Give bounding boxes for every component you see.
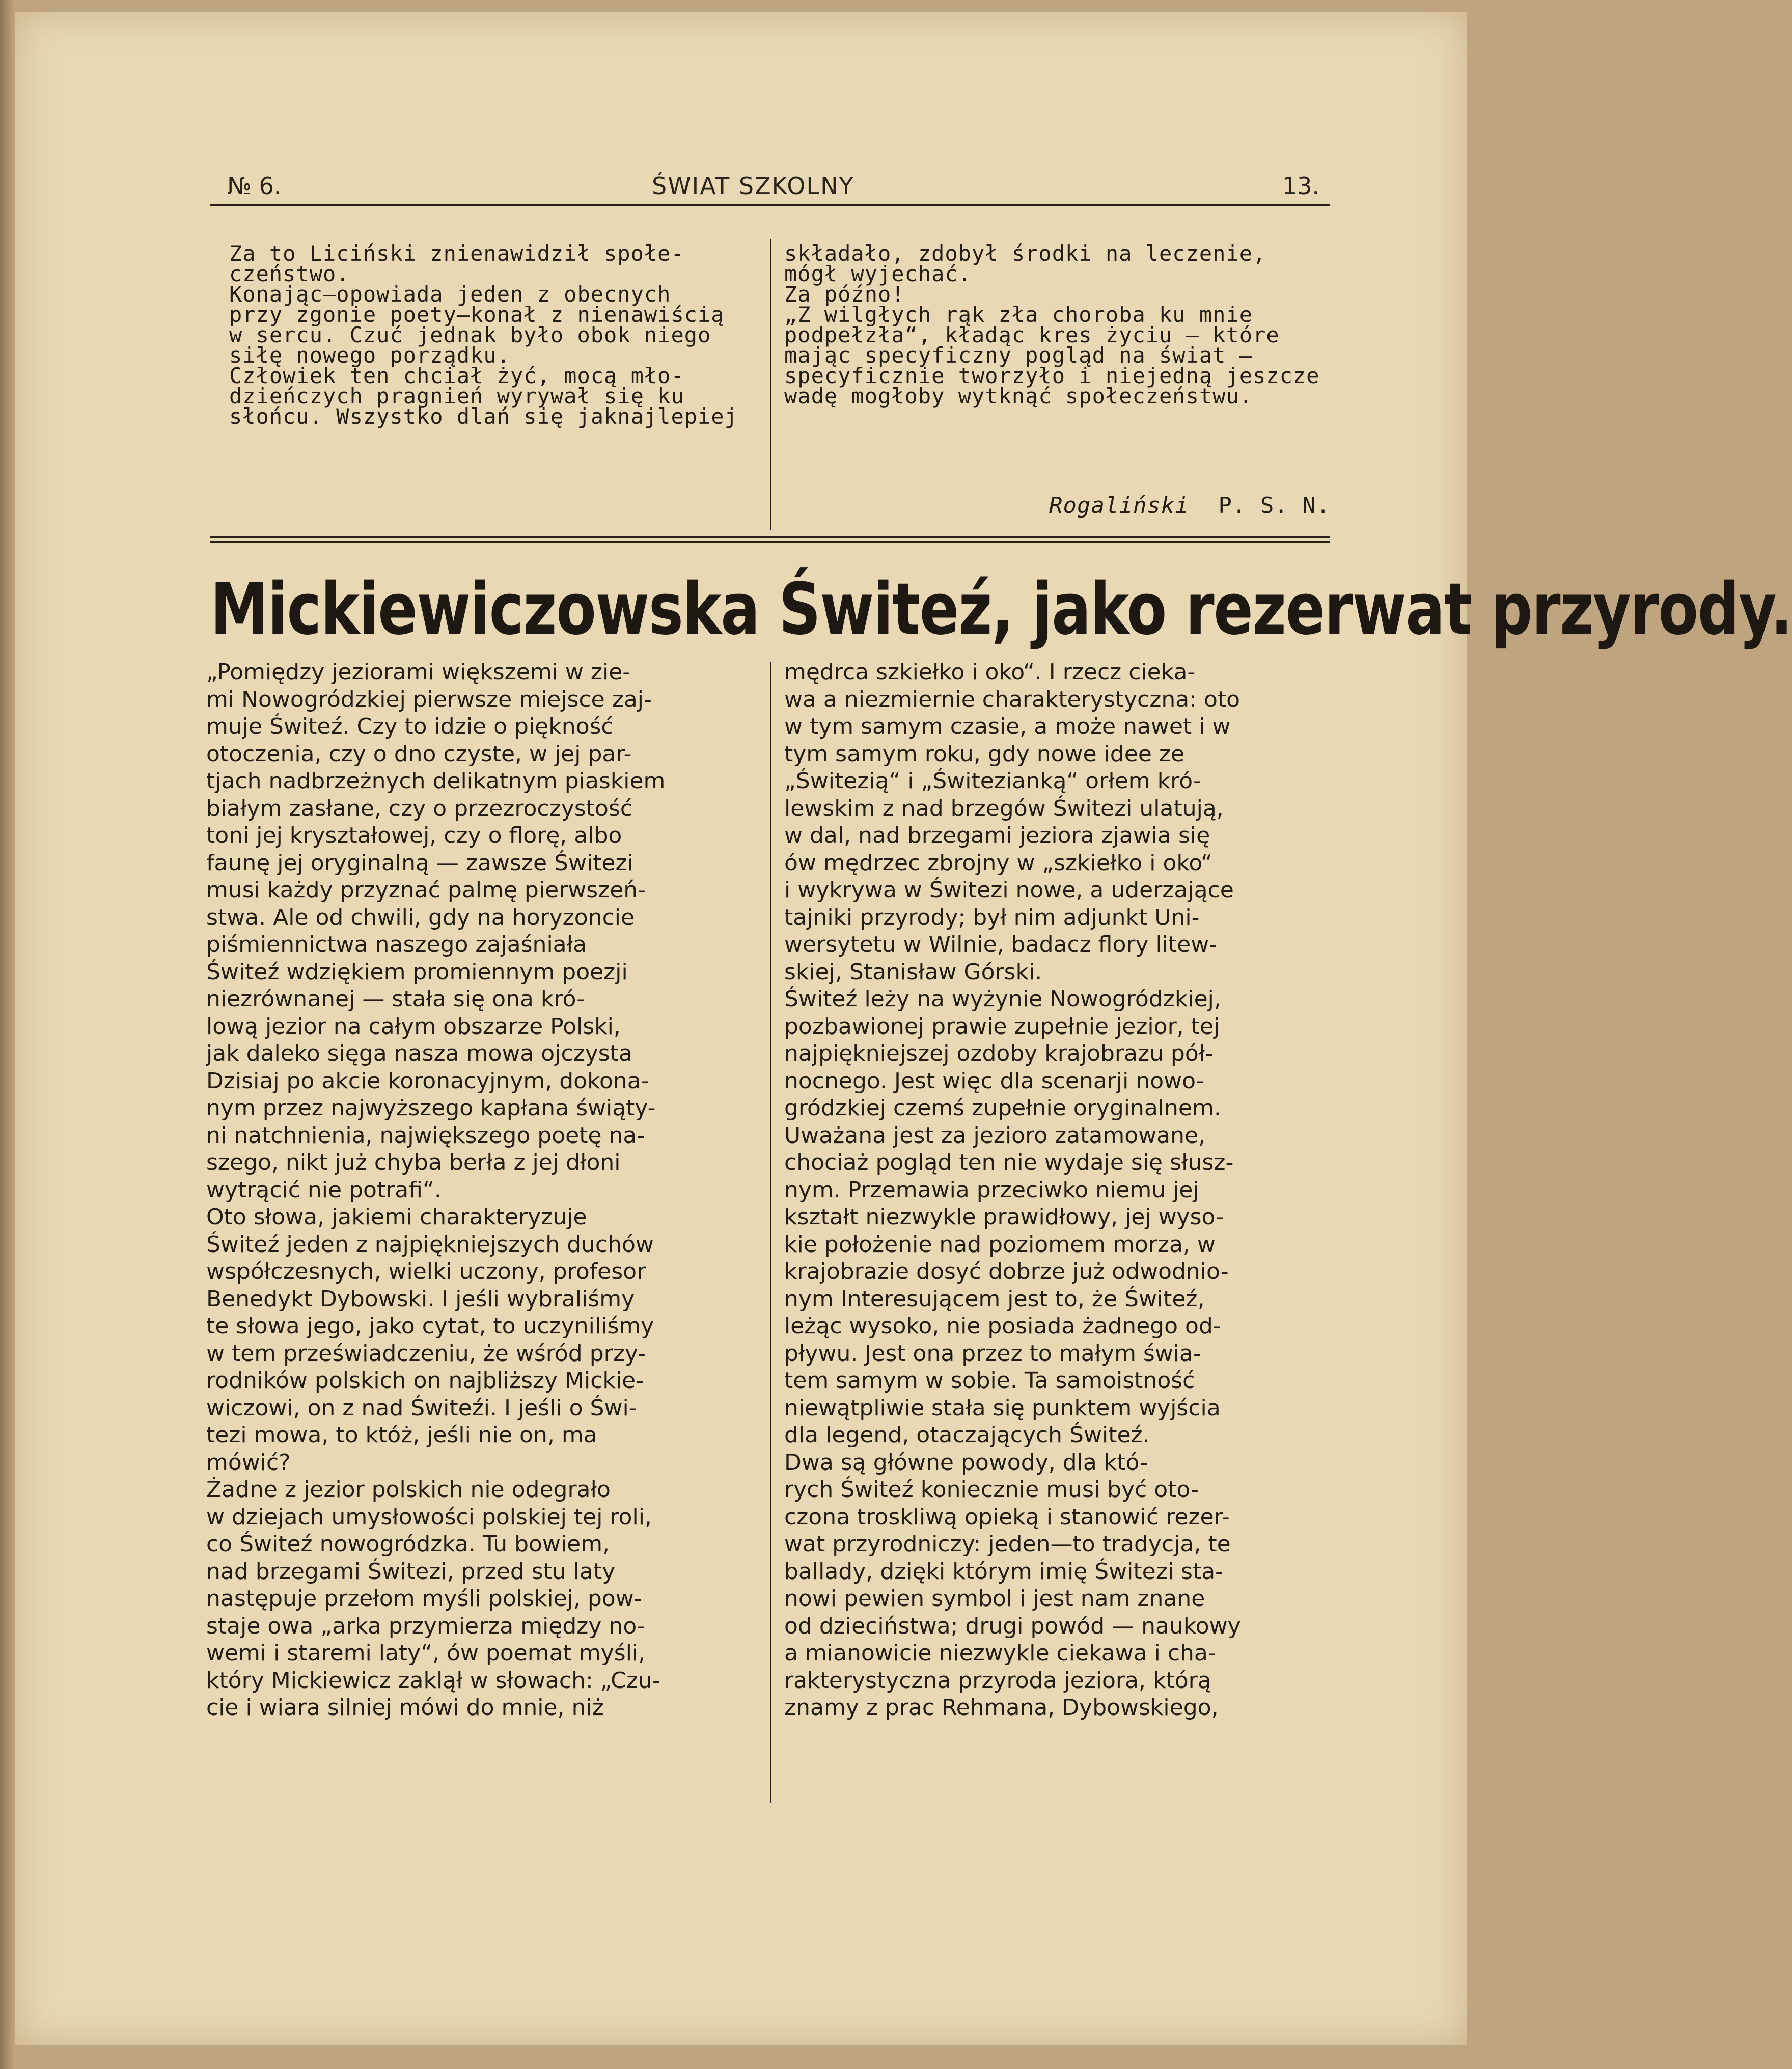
signature-initials: P. S. N. [1218,493,1331,519]
text-line: czona troskliwą opieką i stanowić rezer- [784,1504,1230,1530]
top-column-divider [770,239,771,530]
signature-line [1049,493,1334,519]
text-line: wadę mogłoby wytknąć społeczeństwu. [784,384,1253,409]
text-line: w dal, nad brzegami jeziora zjawia się [784,823,1210,849]
text-line: co Świteź nowogródzka. Tu bowiem, [206,1531,610,1557]
text-line: przy zgonie poety—konał z nienawiścią [229,302,725,327]
text-line: tjach nadbrzeżnych delikatnym piaskiem [206,768,666,794]
text-line: wa a niezmiernie charakterystyczna: oto [784,686,1240,713]
text-line: faunę jej oryginalną — zawsze Świtezi [206,850,633,876]
text-line: nad brzegami Świtezi, przed stu laty [206,1558,616,1585]
text-line: najpiękniejszej ozdoby krajobrazu pół- [784,1041,1214,1067]
top-right-column [784,241,1339,409]
text-line: w dziejach umysłowości polskiej tej roli, [206,1504,652,1530]
text-line: lewskim z nad brzegów Świtezi ulatują, [784,795,1224,822]
text-line: Za to Liciński znienawidził społe- [229,241,684,266]
text-line: podpełzła“, kładąc kres życiu — które [784,322,1280,347]
text-line: pozbawionej prawie zupełnie jezior, tej [784,1013,1220,1040]
text-line: siłę nowego porządku. [229,343,511,368]
text-line: te słowa jego, jako cytat, to uczyniliśmy [206,1313,654,1339]
text-line: muje Świteź. Czy to idzie o piękność [206,714,614,740]
text-line: współczesnych, wielki uczony, profesor [206,1259,646,1285]
text-line: otoczenia, czy o dno czyste, w jej par- [206,741,632,767]
text-line: Dzisiaj po akcie koronacyjnym, dokona- [206,1068,649,1094]
text-line: krajobrazie dosyć dobrze już odwodnio- [784,1259,1229,1285]
text-line: specyficznie tworzyło i niejedną jeszcze [784,363,1320,388]
text-line: leżąc wysoko, nie posiada żadnego od- [784,1313,1221,1339]
text-line: tajniki przyrody; był nim adjunkt Uni- [784,904,1200,931]
text-line: „Pomiędzy jeziorami większemi w zie- [206,659,631,685]
text-line: musi każdy przyznać palmę pierwszeń- [206,877,646,903]
text-line: gródzkiej czemś zupełnie oryginalnem. [784,1095,1221,1121]
text-line: następuje przełom myśli polskiej, pow- [206,1586,642,1612]
text-line: nym przez najwyższego kapłana świąty- [206,1095,656,1121]
text-line: w tym samym czasie, a może nawet i w [784,714,1231,740]
text-line: Uważana jest za jezioro zatamowane, [784,1122,1206,1149]
text-line: rakterystyczna przyroda jeziora, którą [784,1667,1211,1694]
text-line: ów mędrzec zbrojny w „szkiełko i oko“ [784,850,1212,876]
text-line: „Z wilgłych rąk zła choroba ku mnie [784,302,1253,327]
text-line: nocnego. Jest więc dla scenarji nowo- [784,1068,1204,1094]
text-line: wytrącić nie potrafi“. [206,1177,442,1203]
text-line: nym Interesującem jest to, że Świteź, [784,1286,1205,1312]
text-line: pływu. Jest ona przez to małym świa- [784,1340,1201,1367]
text-line: jak daleko sięga nasza mowa ojczysta [206,1041,632,1067]
header-rule [210,204,1330,206]
text-line: mógł wyjechać. [784,261,972,286]
text-line: Oto słowa, jakiemi charakteryzuje [206,1204,587,1230]
section-rule-bottom [210,541,1330,543]
article-column-divider [770,662,771,1803]
text-line: tezi mowa, to któż, jeśli nie on, ma [206,1422,597,1448]
text-line: tem samym w sobie. Ta samoistność [784,1368,1195,1394]
text-line: Dwa są główne powody, dla któ- [784,1449,1148,1476]
text-line: wersytetu w Wilnie, badacz flory litew- [784,932,1218,958]
text-line: ni natchnienia, największego poetę na- [206,1122,645,1149]
journal-title: ŚWIAT SZKOLNY [652,172,854,200]
text-line: nowi pewien symbol i jest nam znane [784,1586,1205,1612]
text-line: mędrca szkiełko i oko“. I rzecz cieka- [784,659,1196,685]
text-line: stwa. Ale od chwili, gdy na horyzoncie [206,904,635,931]
text-line: Konając—opowiada jeden z obecnych [229,282,671,307]
text-line: Żadne z jezior polskich nie odegrało [206,1477,611,1503]
text-line: Świteź leży na wyżynie Nowogródzkiej, [784,986,1221,1012]
text-line: szego, nikt już chyba berła z jej dłoni [206,1150,621,1176]
text-line: w sercu. Czuć jednak było obok niego [229,322,711,347]
text-line: Człowiek ten chciał żyć, mocą mło- [229,363,684,388]
binding-spine [0,0,15,2069]
text-line: skiej, Stanisław Górski. [784,959,1042,985]
text-line: niewątpliwie stała się punktem wyjścia [784,1395,1221,1421]
text-line: od dzieciństwa; drugi powód — naukowy [784,1613,1241,1639]
text-line: wiczowi, on z nad Świteźi. I jeśli o Świ- [206,1395,637,1421]
text-line: cie i wiara silniej mówi do mnie, niż [206,1695,604,1721]
text-line: słońcu. Wszystko dlań się jaknajlepiej [229,404,738,429]
article-headline: Mickiewiczowska Świteź, jako rezerwat przyrody. [210,568,1792,651]
text-line: kie położenie nad poziomem morza, w [784,1231,1216,1258]
article-right-column [784,659,1334,1722]
text-line: nym. Przemawia przeciwko niemu jej [784,1177,1199,1203]
text-line: wat przyrodniczy: jeden—to tradycja, te [784,1531,1231,1557]
text-line: rych Świteź koniecznie musi być oto- [784,1477,1199,1503]
text-line: lową jezior na całym obszarze Polski, [206,1013,621,1040]
text-line: który Mickiewicz zaklął w słowach: „Czu- [206,1667,660,1694]
text-line: białym zasłane, czy o przezroczystość [206,795,632,822]
text-line: „Świtezią“ i „Świtezianką“ orłem kró- [784,768,1201,794]
text-line: staje owa „arka przymierza między no- [206,1613,645,1639]
text-line: niezrównanej — stała się ona kró- [206,986,585,1012]
text-line: Świteź wdziękiem promiennym poezji [206,959,628,985]
text-line: Świteź jeden z najpiękniejszych duchów [206,1231,654,1258]
text-line: w tem przeświadczeniu, że wśród przy- [206,1340,646,1367]
text-line: piśmiennictwa naszego zajaśniała [206,932,587,958]
page-number: 13. [1282,172,1319,200]
top-left-column [229,243,754,427]
article-left-column [206,659,756,1722]
page-header [210,172,1330,205]
section-rule-top [210,536,1330,538]
text-line: składało, zdobył środki na leczenie, [784,241,1266,266]
text-line: dla legend, otaczających Świteź. [784,1422,1150,1448]
text-line: ballady, dzięki którym imię Świtezi sta- [784,1558,1224,1585]
text-line: rodników polskich on najbliższy Mickie- [206,1368,644,1394]
text-line: mając specyficzny pogląd na świat — [784,343,1253,368]
text-line: Za późno! [784,282,905,307]
text-line: kształt niezwykle prawidłowy, jej wyso- [784,1204,1224,1230]
text-line: wemi i staremi laty“, ów poemat myśli, [206,1640,646,1666]
text-line: toni jej kryształowej, czy o florę, albo [206,823,622,849]
text-line: i wykrywa w Świtezi nowe, a uderzające [784,877,1234,903]
text-line: mówić? [206,1449,291,1476]
text-line: a mianowicie niezwykle ciekawa i cha- [784,1640,1216,1666]
signature-name: Rogaliński [1049,493,1189,519]
text-line: mi Nowogródzkiej pierwsze miejsce zaj- [206,686,652,713]
text-line: tym samym roku, gdy nowe idee ze [784,741,1184,767]
text-line: czeństwo. [229,261,350,286]
text-line: chociaż pogląd ten nie wydaje się słusz- [784,1150,1234,1176]
text-line: dzieńczych pragnień wyrywał się ku [229,384,684,409]
issue-number: № 6. [227,172,282,200]
text-line: Benedykt Dybowski. I jeśli wybraliśmy [206,1286,635,1312]
text-line: znamy z prac Rehmana, Dybowskiego, [784,1695,1219,1721]
